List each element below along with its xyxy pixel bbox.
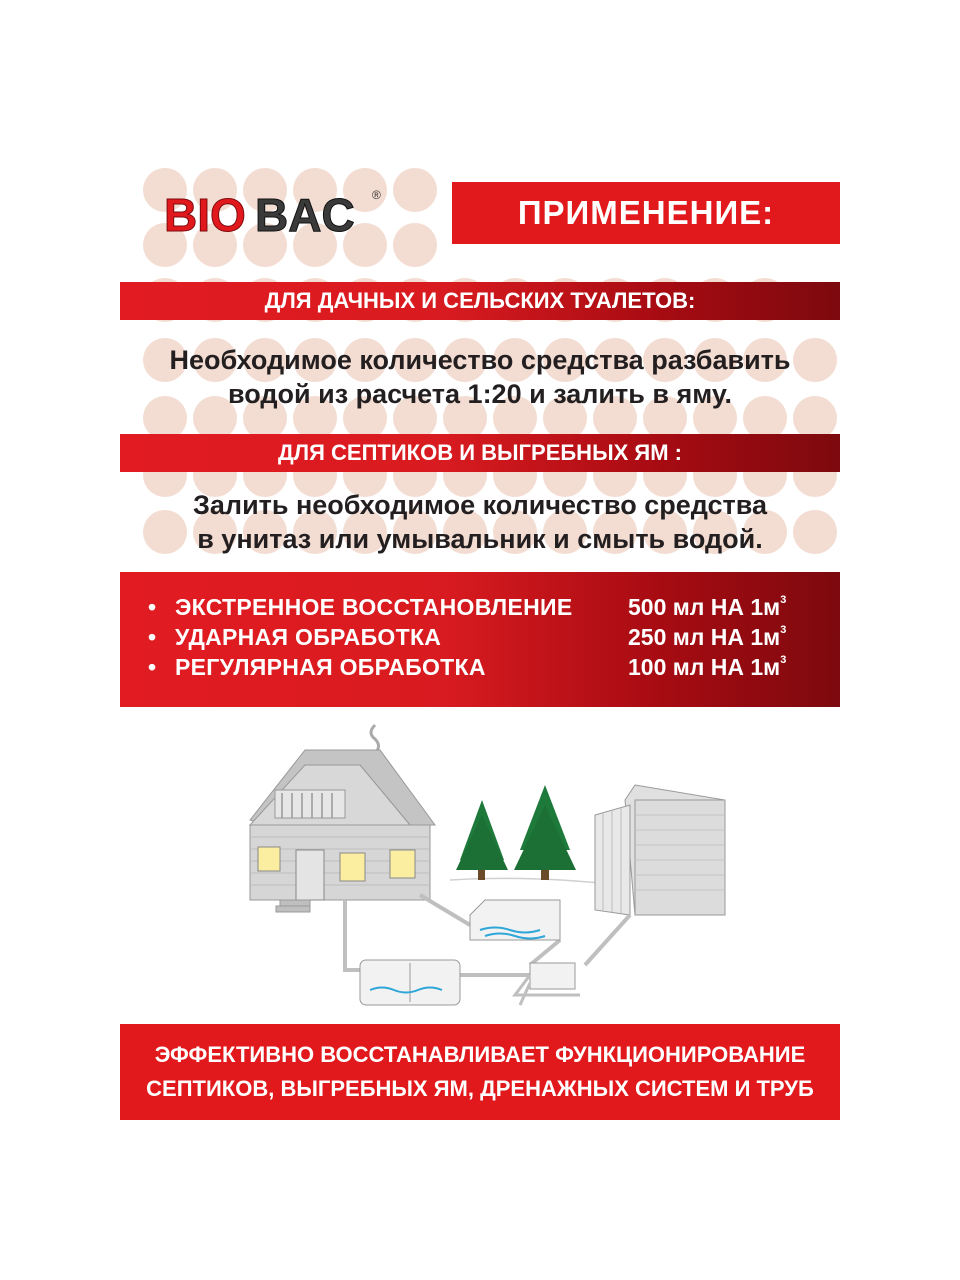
dosage-name: УДАРНАЯ ОБРАБОТКА [175, 624, 442, 650]
dosage-name: РЕГУЛЯРНАЯ ОБРАБОТКА [175, 654, 486, 680]
svg-text:®: ® [372, 188, 381, 202]
dosage-item [148, 654, 820, 684]
septic-tank [360, 960, 460, 1005]
dosage-amount: 500 мл НА $1м^3$ [628, 594, 787, 620]
footer-banner [120, 1024, 840, 1120]
bullet: • [148, 654, 157, 680]
door [296, 850, 324, 900]
text-line: водой из расчета 1:20 и залить в яму. [228, 379, 732, 409]
fir-tree [514, 785, 576, 880]
window [258, 847, 280, 871]
balcony [275, 790, 345, 818]
section-text-country-toilets [120, 343, 840, 411]
window [340, 853, 365, 881]
text-line: Залить необходимое количество средства [192, 490, 767, 520]
dosage-block [120, 572, 840, 707]
fir-tree [456, 800, 508, 880]
dosage-name: ЭКСТРЕННОЕ ВОССТАНОВЛЕНИЕ [175, 594, 573, 620]
footer-line: СЕПТИКОВ, ВЫГРЕБНЫХ ЯМ, ДРЕНАЖНЫХ СИСТЕМ И ТРУБ [146, 1076, 814, 1101]
footer-line: ЭФФЕКТИВНО ВОССТАНАВЛИВАЕТ ФУНКЦИОНИРОВАНИЕ [154, 1042, 806, 1067]
section-text-septic-tanks [120, 488, 840, 556]
dosage-amount: 250 мл НА $1м^3$ [628, 624, 787, 650]
septic-tank [470, 900, 560, 940]
bullet: • [148, 624, 157, 650]
outhouse [595, 785, 725, 915]
dosage-item [148, 594, 820, 624]
bullet: • [148, 594, 157, 620]
section-heading-country-toilets: ДЛЯ ДАЧНЫХ И СЕЛЬСКИХ ТУАЛЕТОВ: [120, 282, 840, 320]
header-title: ПРИМЕНЕНИЕ: [452, 182, 840, 244]
dosage-amount: 100 мл НА $1м^3$ [628, 654, 787, 680]
text-line: в унитаз или умывальник и смыть водой. [197, 524, 763, 554]
drainage-pipe [515, 963, 580, 1005]
biobac-logo [160, 185, 390, 245]
septic-system-illustration [230, 705, 740, 1025]
window [390, 850, 415, 878]
text-line: Необходимое количество средства разбавить [169, 345, 791, 375]
section-heading-septic-tanks: ДЛЯ СЕПТИКОВ И ВЫГРЕБНЫХ ЯМ : [120, 434, 840, 472]
svg-text:BAC: BAC [255, 189, 355, 241]
svg-text:BIO: BIO [164, 189, 246, 241]
dosage-item [148, 624, 820, 654]
